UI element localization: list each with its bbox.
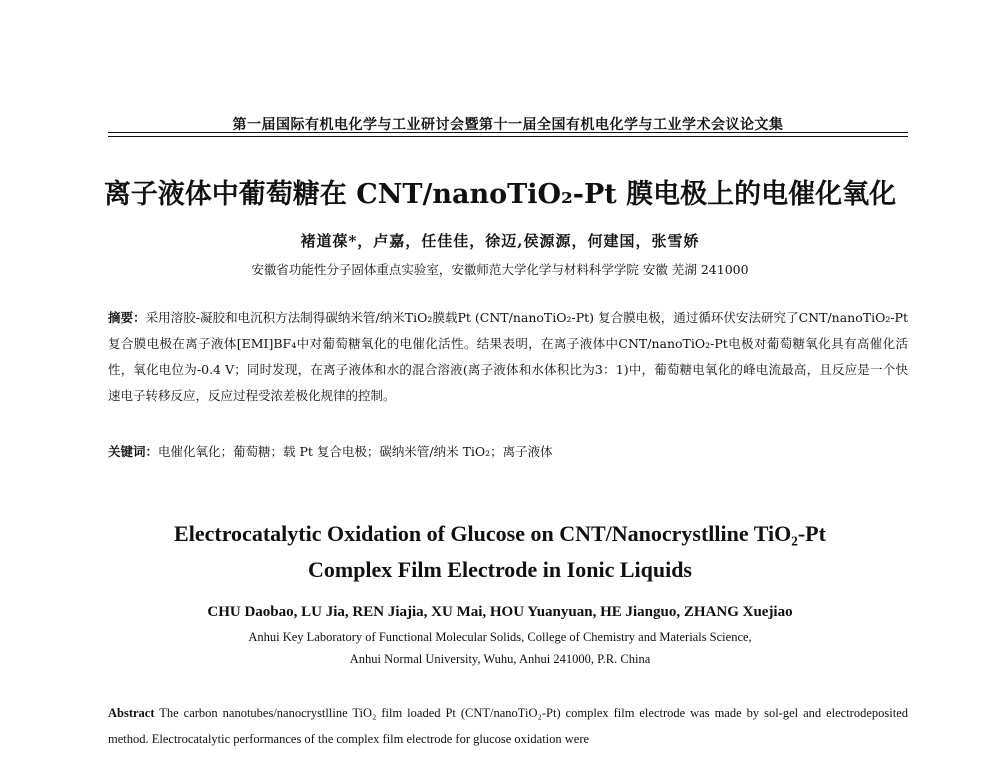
- running-head: 第一届国际有机电化学与工业研讨会暨第十一届全国有机电化学与工业学术会议论文集: [232, 117, 784, 133]
- english-abstract-label: Abstract: [108, 706, 155, 720]
- chinese-keywords-label: 关键词：: [108, 444, 159, 459]
- english-title-line-1: Electrocatalytic Oxidation of Glucose on CNT/Nanocrystlline TiO₂-Pt: [174, 521, 826, 546]
- chinese-abstract: [108, 305, 908, 409]
- english-affiliation-line-1: Anhui Key Laboratory of Functional Molecular Solids, College of Chemistry and Materials Science,: [248, 630, 752, 644]
- english-title: [80, 516, 920, 588]
- chinese-keywords: [108, 442, 908, 460]
- english-title-line-2: Complex Film Electrode in Ionic Liquids: [307, 557, 692, 582]
- chinese-title: 离子液体中葡萄糖在 CNT/nanoTiO₂-Pt 膜电极上的电催化氧化: [103, 179, 897, 210]
- header-rule-top: [108, 132, 908, 133]
- chinese-keywords-text: 电催化氧化；葡萄糖；载 Pt 复合电极；碳纳米管/纳米 TiO₂；离子液体: [158, 444, 553, 459]
- chinese-authors: 褚道葆*，卢嘉，任佳佳，徐迈,侯源源，何建国，张雪娇: [300, 232, 700, 250]
- english-abstract-text: The carbon nanotubes/nanocrystlline TiO₂ film loaded Pt (CNT/nanoTiO₂-Pt) complex film electrode was made by sol-gel and electrodeposited method. Electrocatalytic performances of the complex film electrode for glucose oxidation were: [108, 706, 908, 746]
- english-authors: CHU Daobao, LU Jia, REN Jiajia, XU Mai, HOU Yuanyuan, HE Jianguo, ZHANG Xuejiao: [207, 604, 793, 620]
- chinese-abstract-text: 采用溶胶-凝胶和电沉积方法制得碳纳米管/纳米TiO₂膜载Pt (CNT/nanoTiO₂-Pt) 复合膜电极，通过循环伏安法研究了CNT/nanoTiO₂-Pt复合膜电极在离子液体[EMI]BF₄中对葡萄糖氧化的电催化活性。结果表明，在离子液体中CNT/nanoTiO₂-Pt电极对葡萄糖氧化具有高催化活性，氧化电位为-0.4 V；同时发现，在离子液体和水的混合溶液(离子液体和水体积比为3：1)中，葡萄糖电氧化的峰电流最高，且反应是一个快速电子转移反应，反应过程受浓差极化规律的控制。: [108, 310, 908, 403]
- english-abstract: [108, 700, 908, 752]
- english-affiliation: [80, 626, 920, 670]
- english-affiliation-line-2: Anhui Normal University, Wuhu, Anhui 241000, P.R. China: [349, 652, 651, 666]
- header-rule-bottom: [108, 136, 908, 137]
- chinese-affiliation: 安徽省功能性分子固体重点实验室，安徽师范大学化学与材料科学学院 安徽 芜湖 241000: [251, 262, 749, 277]
- chinese-abstract-label: 摘要：: [108, 310, 146, 325]
